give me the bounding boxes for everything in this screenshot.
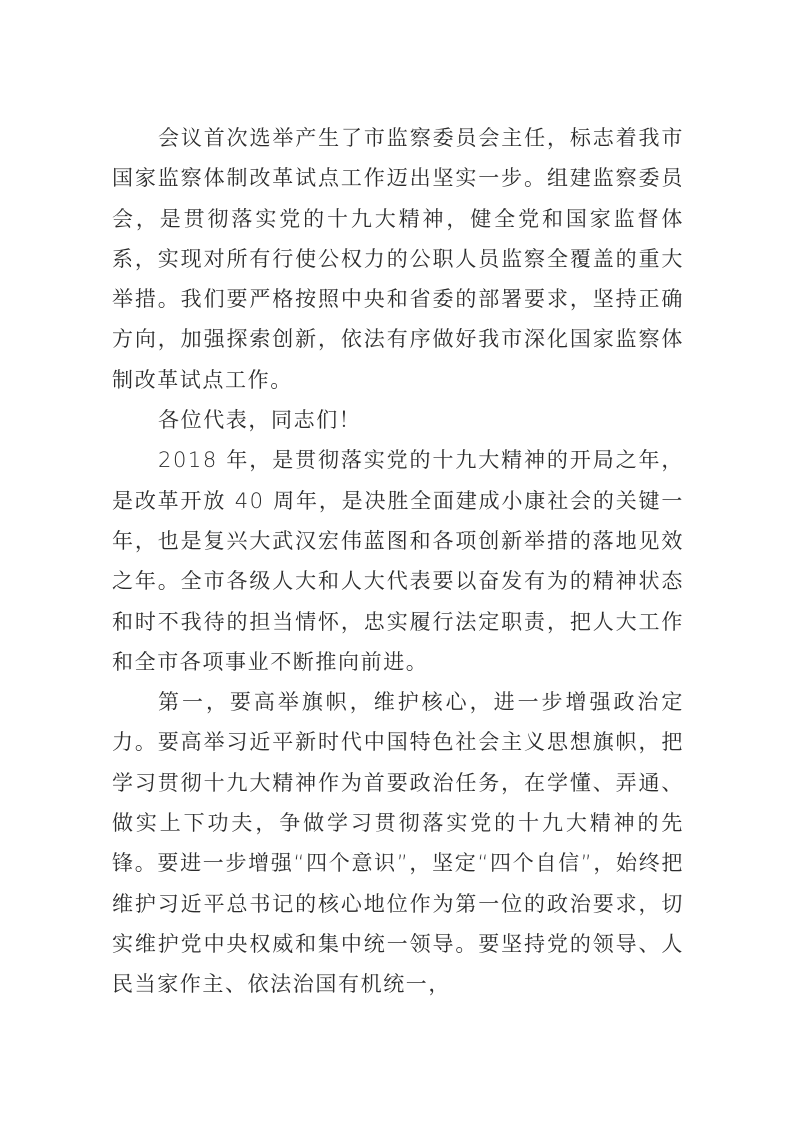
paragraph-supervision-committee: 会议首次选举产生了市监察委员会主任，标志着我市国家监察体制改革试点工作迈出坚实一步。组建监察委员会，是贯彻落实党的十九大精神，健全党和国家监督体系，实现对所有行使公权力的公职人员监察全覆盖的重大举措。我们要严格按照中央和省委的部署要求，坚持正确方向，加强探索创新，依法有序做好我市深化国家监察体制改革试点工作。 xyxy=(112,126,684,392)
paragraph-2018-overview: 2018 年，是贯彻落实党的十九大精神的开局之年，是改革开放 40 周年，是决胜全面建成小康社会的关键一年，也是复兴大武汉宏伟蓝图和各项创新举措的落地见效之年。全市各级人大和人大代表要以奋发有为的精神状态和时不我待的担当情怀，忠实履行法定职责，把人大工作和全市各项事业不断推向前进。 xyxy=(112,448,684,674)
paragraph-point-one: 第一，要高举旗帜，维护核心，进一步增强政治定力。要高举习近平新时代中国特色社会主义思想旗帜，把学习贯彻十九大精神作为首要政治任务，在学懂、弄通、做实上下功夫，争做学习贯彻落实党的十九大精神的先锋。要进一步增强“四个意识”，坚定“四个自信”，始终把维护习近平总书记的核心地位作为第一位的政治要求，切实维护党中央权威和集中统一领导。要坚持党的领导、人民当家作主、依法治国有机统一， xyxy=(112,690,684,997)
document-page xyxy=(112,118,684,1005)
paragraph-salutation: 各位代表，同志们！ xyxy=(158,408,362,433)
